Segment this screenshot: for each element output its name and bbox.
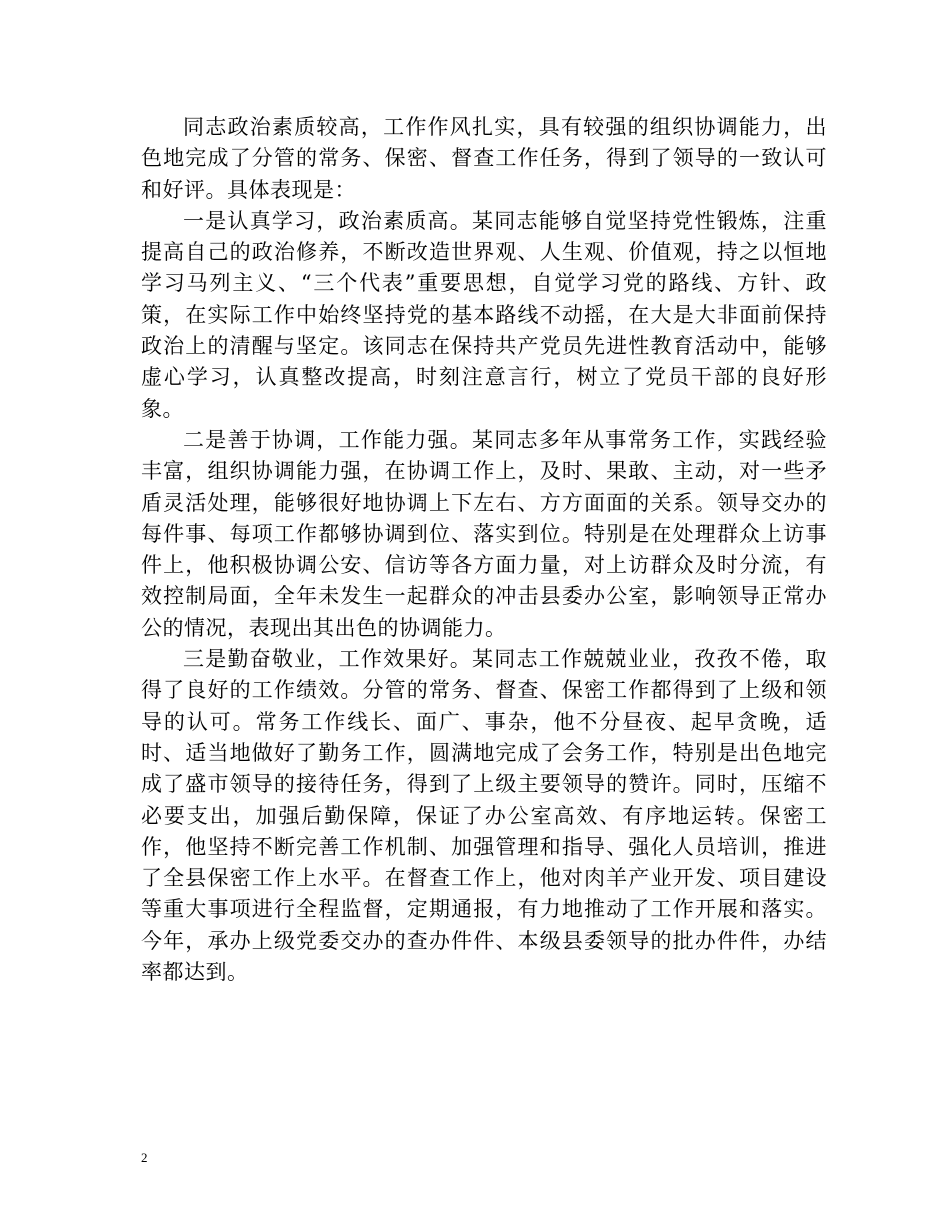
- document-body: [141, 112, 827, 988]
- page-number: 2: [141, 1150, 148, 1165]
- paragraph-intro: 同志政治素质较高，工作作风扎实，具有较强的组织协调能力，出色地完成了分管的常务、保密、督查工作任务，得到了领导的一致认可和好评。具体表现是：: [141, 115, 827, 202]
- paragraph-coordination: 二是善于协调，工作能力强。某同志多年从事常务工作，实践经验丰富，组织协调能力强，在协调工作上，及时、果敢、主动，对一些矛盾灵活处理，能够很好地协调上下左右、方方面面的关系。领导交办的每件事、每项工作都够协调到位、落实到位。特别是在处理群众上访事件上，他积极协调公安、信访等各方面力量，对上访群众及时分流，有效控制局面，全年未发生一起群众的冲击县委办公室，影响领导正常办公的情况，表现出其出色的协调能力。: [141, 427, 827, 640]
- paragraph-dedication: 三是勤奋敬业，工作效果好。某同志工作兢兢业业，孜孜不倦，取得了良好的工作绩效。分管的常务、督查、保密工作都得到了上级和领导的认可。常务工作线长、面广、事杂，他不分昼夜、起早贪晚，适时、适当地做好了勤务工作，圆满地完成了会务工作，特别是出色地完成了盛市领导的接待任务，得到了上级主要领导的赞许。同时，压缩不必要支出，加强后勤保障，保证了办公室高效、有序地运转。保密工作，他坚持不断完善工作机制、加强管理和指导、强化人员培训，推进了全县保密工作上水平。在督查工作上，他对肉羊产业开发、项目建设等重大事项进行全程监督，定期通报，有力地推动了工作开展和落实。今年，承办上级党委交办的查办件件、本级县委领导的批办件件，办结率都达到。: [141, 647, 827, 985]
- paragraph-study: 一是认真学习，政治素质高。某同志能够自觉坚持党性锻炼，注重提高自己的政治修养，不断改造世界观、人生观、价值观，持之以恒地学习马列主义、“三个代表”重要思想，自觉学习党的路线、方针、政策，在实际工作中始终坚持党的基本路线不动摇，在大是大非面前保持政治上的清醒与坚定。该同志在保持共产党员先进性教育活动中，能够虚心学习，认真整改提高，时刻注意言行，树立了党员干部的良好形象。: [141, 208, 827, 421]
